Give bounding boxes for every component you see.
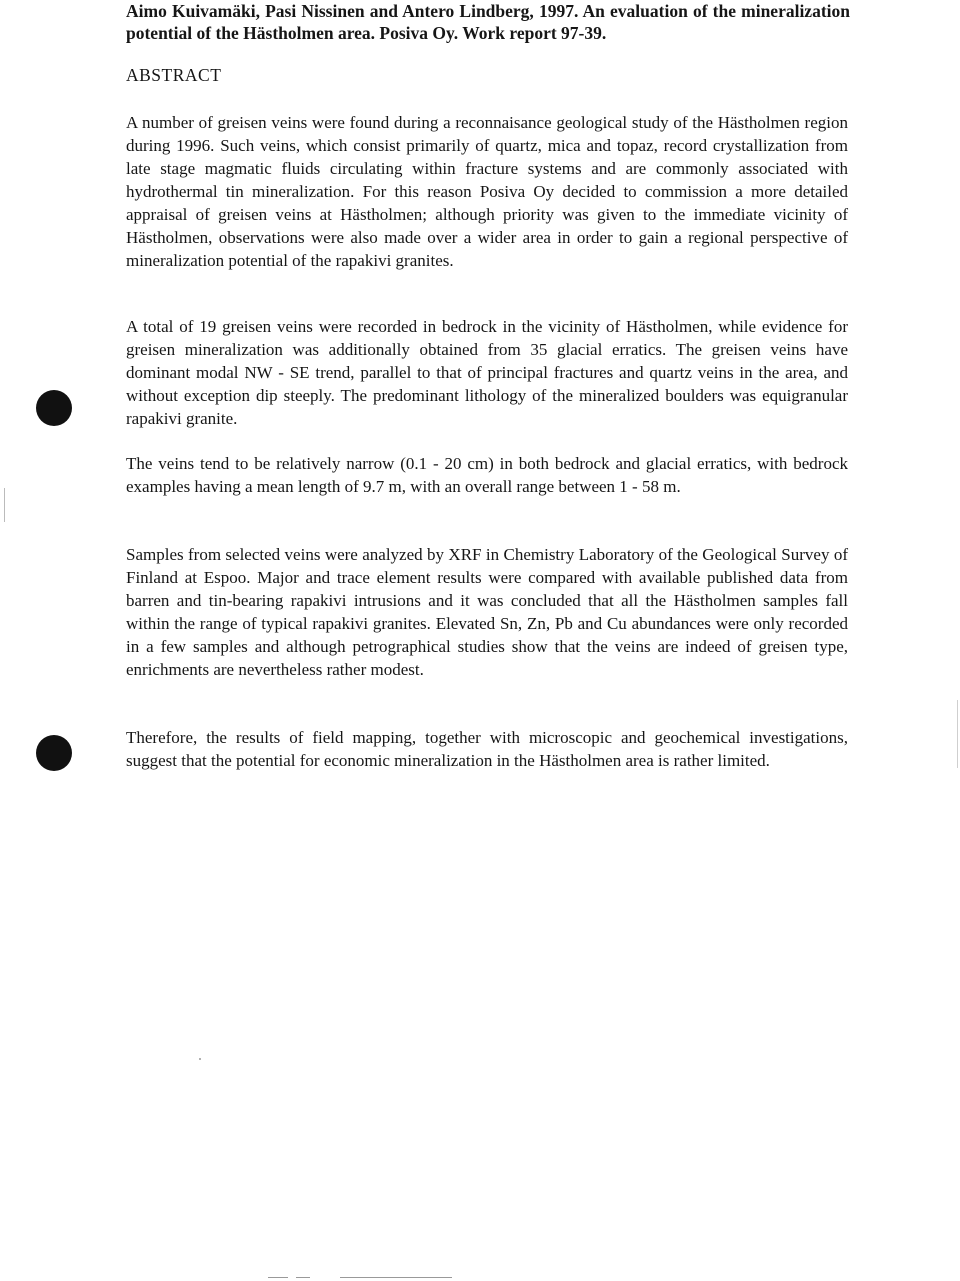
report-citation: Aimo Kuivamäki, Pasi Nissinen and Antero Lindberg, 1997. An evaluation of the mineralization potential of the Hästholmen area. Posiva Oy. Work report 97-39. — [126, 1, 850, 43]
footer-rule-segment — [268, 1277, 288, 1278]
abstract-paragraph-5: Therefore, the results of field mapping, together with microscopic and geochemical investigations, suggest that the potential for economic mineralization in the Hästholmen area is rather limited. — [126, 728, 848, 770]
footer-rule-segment — [296, 1277, 310, 1278]
scan-artifact-left — [4, 488, 5, 522]
abstract-paragraph-2: A total of 19 greisen veins were recorded in bedrock in the vicinity of Hästholmen, while evidence for greisen mineralization was additionally obtained from 35 glacial erratics. The greisen veins have dominant modal NW - SE trend, parallel to that of principal fractures and quartz veins in the area, and without exception dip steeply. The predominant lithology of the mineralized boulders was equigranular rapakivi granite. — [126, 317, 848, 428]
abstract-paragraph-3: The veins tend to be relatively narrow (0.1 - 20 cm) in both bedrock and glacial erratics, with bedrock examples having a mean length of 9.7 m, with an overall range between 1 - 58 m. — [126, 454, 848, 496]
scan-artifact-right — [957, 700, 958, 768]
abstract-paragraph-1: A number of greisen veins were found during a reconnaisance geological study of the Hästholmen region during 1996. Such veins, which consist primarily of quartz, mica and topaz, record crystallization from late stage magmatic fluids circulating within fracture systems and are commonly associated with hydrothermal tin mineralization. For this reason Posiva Oy decided to commission a more detailed appraisal of greisen veins at Hästholmen; although priority was given to the immediate vicinity of Hästholmen, observations were also made over a wider area in order to gain a regional perspective of mineralization potential of the rapakivi granites. — [126, 113, 848, 270]
punch-hole-top — [36, 390, 72, 426]
footer-rule-segment — [340, 1277, 452, 1278]
scan-speck — [199, 1058, 201, 1060]
punch-hole-bottom — [36, 735, 72, 771]
abstract-heading: ABSTRACT — [126, 65, 222, 85]
abstract-paragraph-4: Samples from selected veins were analyzed by XRF in Chemistry Laboratory of the Geological Survey of Finland at Espoo. Major and trace element results were compared with available published data from barren and tin-bearing rapakivi intrusions and it was concluded that all the Hästholmen samples fall within the range of typical rapakivi granites. Elevated Sn, Zn, Pb and Cu abundances were only recorded in a few samples and although petrographical studies show that the veins are indeed of greisen type, enrichments are nevertheless rather modest. — [126, 545, 848, 679]
